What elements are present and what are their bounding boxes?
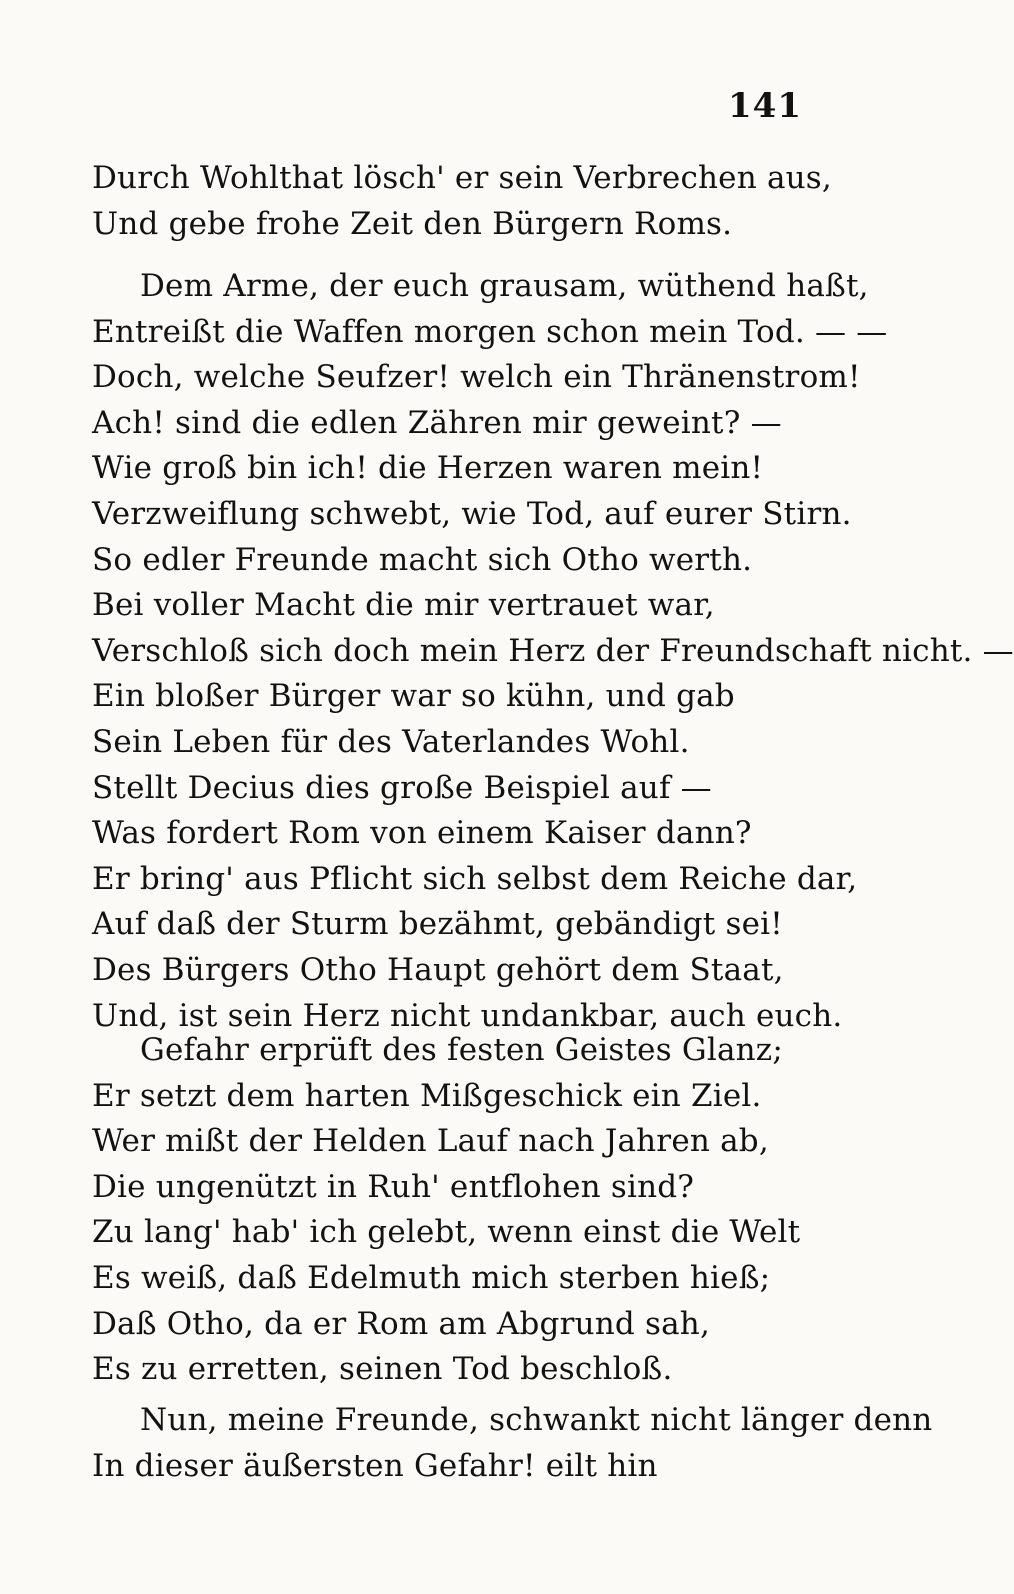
stanza-3	[92, 1028, 822, 1393]
verse-line: Und gebe frohe Zeit den Bürgern Roms.	[92, 205, 733, 242]
verse-line: Er setzt dem harten Mißgeschick ein Ziel.	[92, 1077, 762, 1114]
verse-line: Wie groß bin ich! die Herzen waren mein!	[92, 450, 764, 487]
stanza-1	[92, 156, 832, 247]
verse-line: Dem Arme, der euch grausam, wüthend haßt,	[140, 268, 869, 304]
verse-line: Ach! sind die edlen Zähren mir geweint? —	[92, 404, 782, 441]
verse-line: Doch, welche Seufzer! welch ein Thränenstrom!	[92, 359, 861, 396]
verse-line: Daß Otho, da er Rom am Abgrund sah,	[92, 1305, 711, 1342]
verse-line: Entreißt die Waffen morgen schon mein Tod. — —	[92, 313, 888, 350]
verse-line: In dieser äußersten Gefahr! eilt hin	[92, 1447, 658, 1484]
verse-line: Er bring' aus Pflicht sich selbst dem Reiche dar,	[92, 860, 858, 897]
verse-line: Bei voller Macht die mir vertrauet war,	[92, 587, 715, 624]
verse-line: Gefahr erprüft des festen Geistes Glanz;	[140, 1032, 783, 1068]
verse-line: Verschloß sich doch mein Herz der Freundschaft nicht. —	[92, 632, 1014, 669]
verse-line: Nun, meine Freunde, schwankt nicht länger denn	[140, 1402, 933, 1438]
verse-line: Durch Wohlthat lösch' er sein Verbrechen aus,	[92, 160, 832, 196]
verse-line: Und, ist sein Herz nicht undankbar, auch euch.	[92, 997, 843, 1034]
verse-line: Auf daß der Sturm bezähmt, gebändigt sei!	[92, 906, 783, 943]
verse-line: Es zu erretten, seinen Tod beschloß.	[92, 1351, 673, 1388]
verse-line: Zu lang' hab' ich gelebt, wenn einst die Welt	[92, 1214, 801, 1251]
verse-line: So edler Freunde macht sich Otho werth.	[92, 541, 753, 578]
stanza-4	[92, 1398, 933, 1489]
verse-line: Des Bürgers Otho Haupt gehört dem Staat,	[92, 951, 784, 988]
page-number: 141	[728, 86, 802, 126]
verse-line: Stellt Decius dies große Beispiel auf —	[92, 769, 712, 806]
verse-line: Es weiß, daß Edelmuth mich sterben hieß;	[92, 1259, 771, 1296]
stanza-2	[92, 264, 1014, 1039]
verse-line: Was fordert Rom von einem Kaiser dann?	[92, 815, 752, 852]
verse-line: Ein bloßer Bürger war so kühn, und gab	[92, 678, 735, 715]
verse-line: Verzweiflung schwebt, wie Tod, auf eurer Stirn.	[92, 495, 852, 532]
verse-line: Wer mißt der Helden Lauf nach Jahren ab,	[92, 1123, 769, 1160]
verse-line: Sein Leben für des Vaterlandes Wohl.	[92, 723, 690, 760]
verse-line: Die ungenützt in Ruh' entflohen sind?	[92, 1168, 695, 1205]
